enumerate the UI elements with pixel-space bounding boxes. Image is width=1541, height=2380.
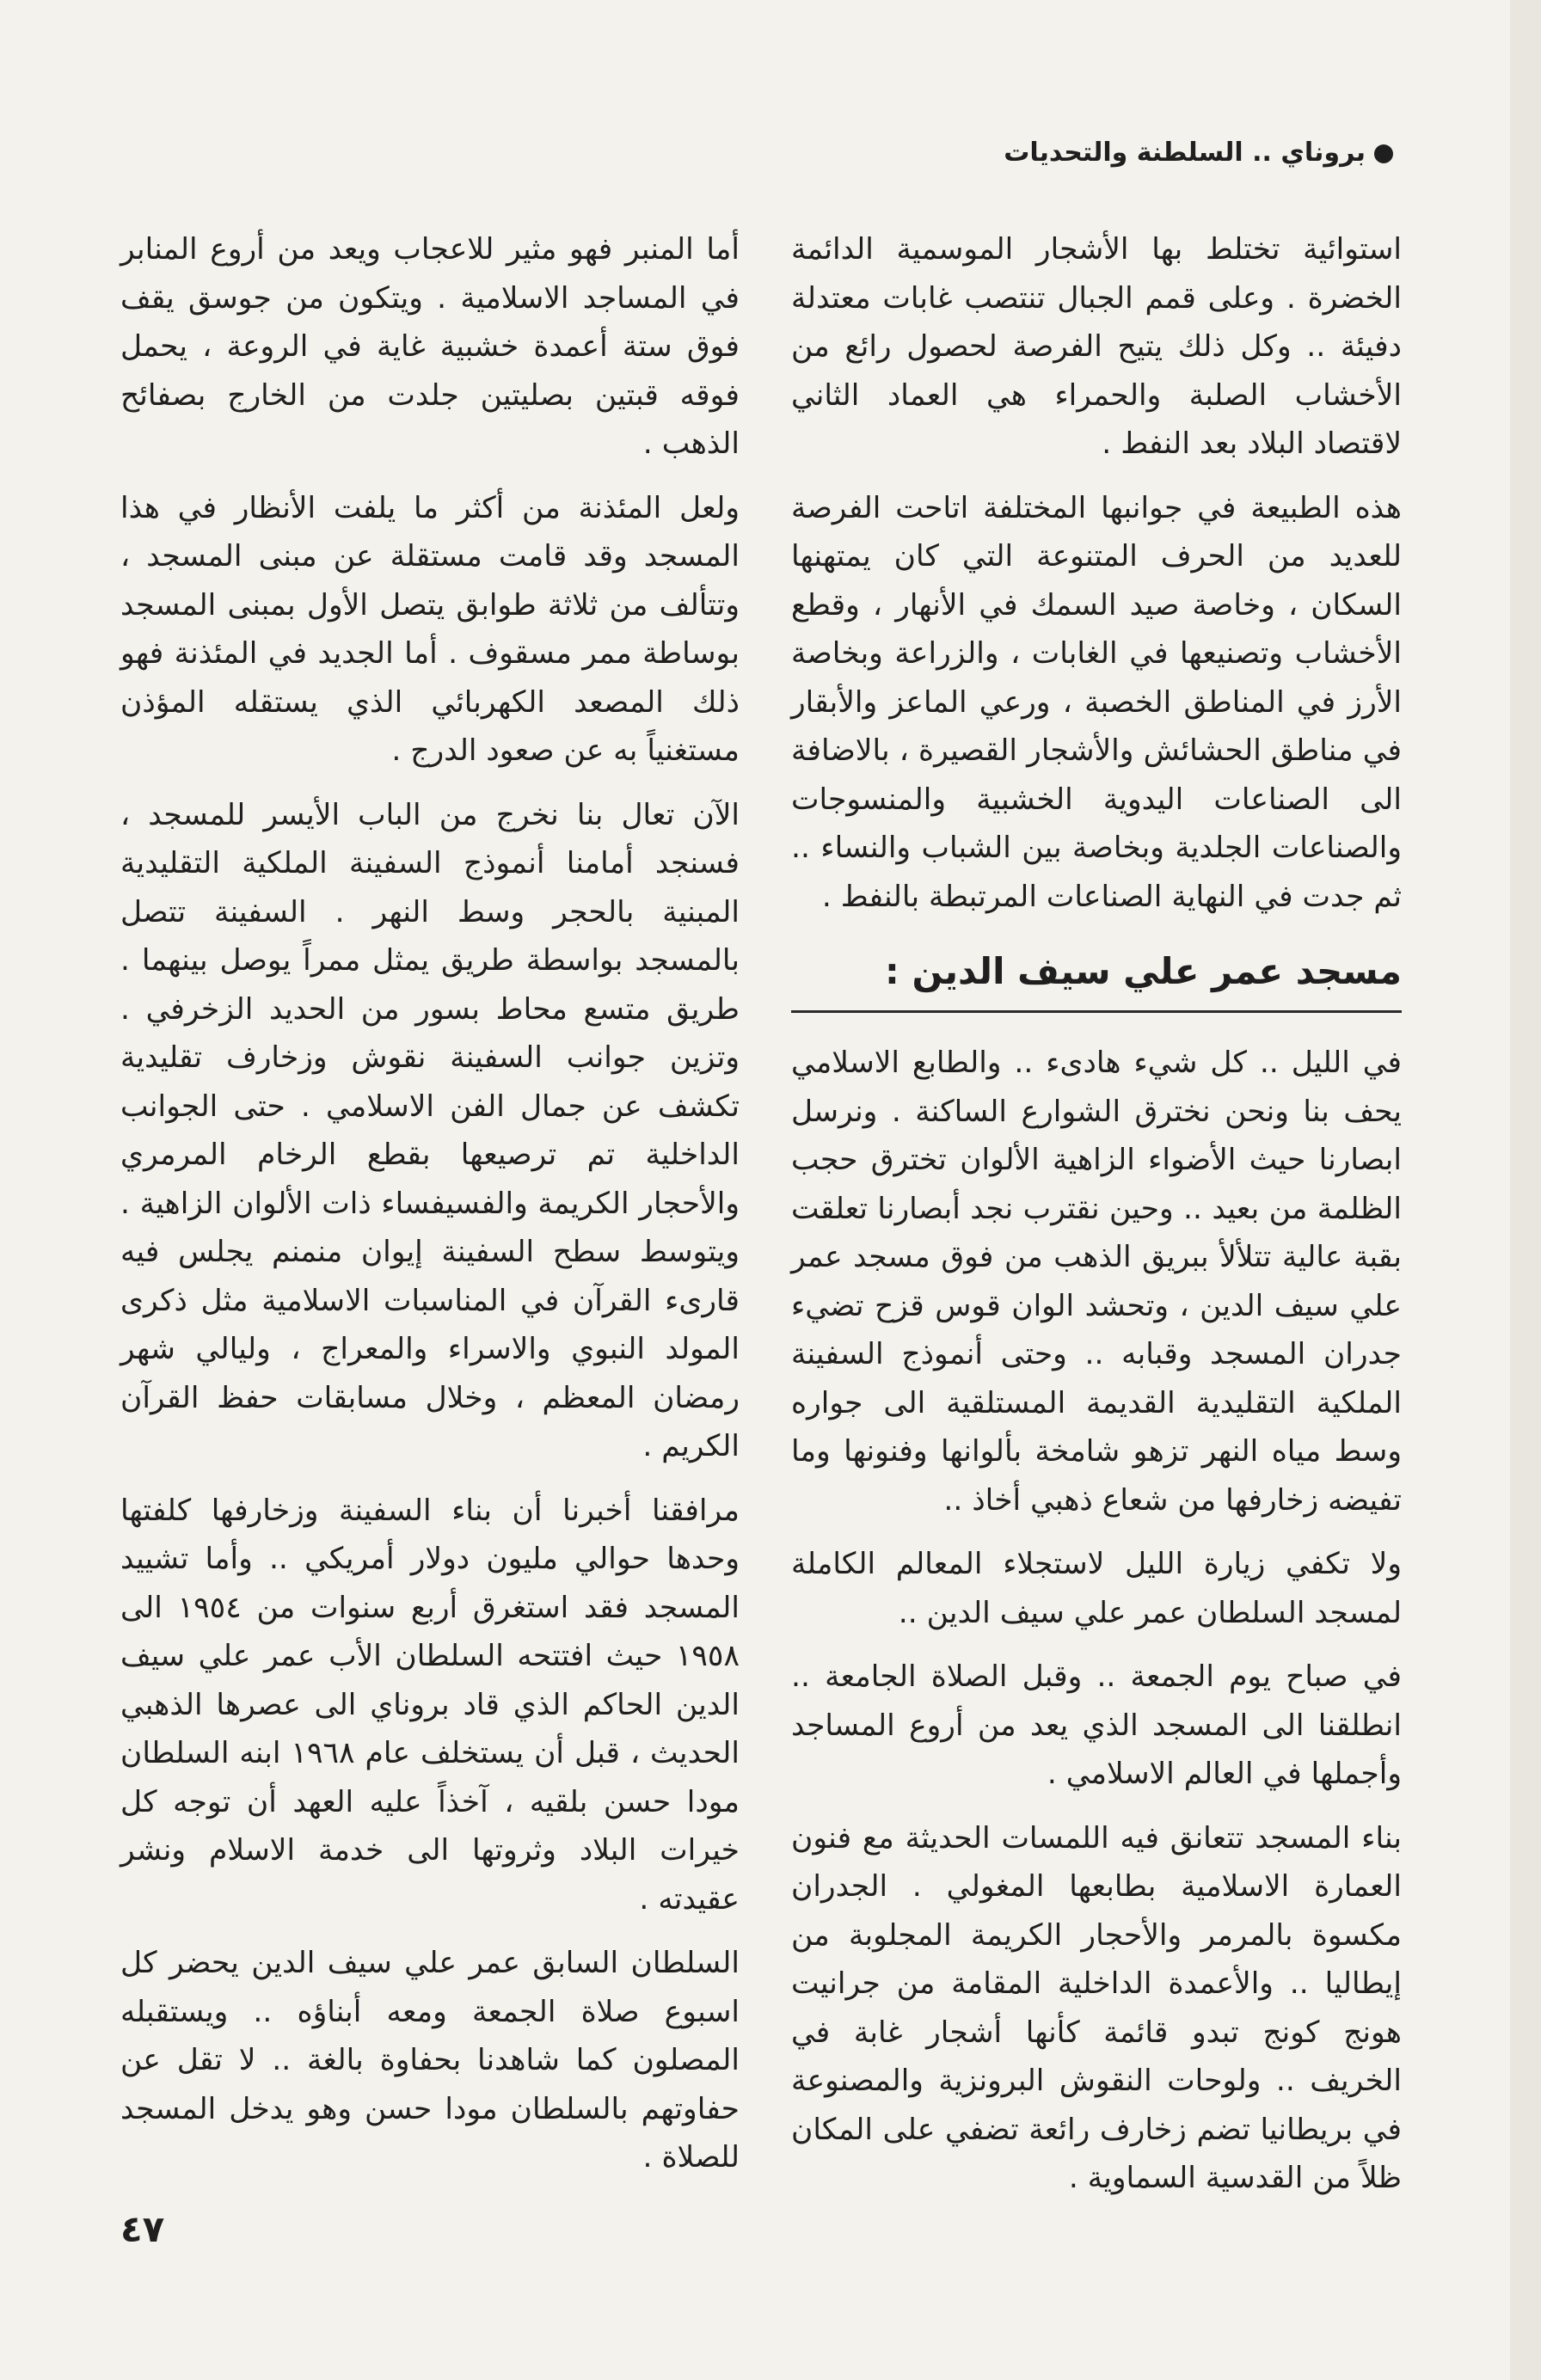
page-edge	[1510, 0, 1541, 2380]
paragraph: في صباح يوم الجمعة .. وقبل الصلاة الجامعة .. انطلقنا الى المسجد الذي يعد من أروع المساجد وأجملها في العالم الاسلامي .	[791, 1659, 1402, 1791]
running-title: بروناي .. السلطنة والتحديات	[1004, 138, 1366, 168]
section-divider	[791, 1010, 1402, 1013]
paragraph: بناء المسجد تتعانق فيه اللمسات الحديثة مع فنون العمارة الاسلامية بطابعها المغولي . الجدران مكسوة بالمرمر والأحجار الكريمة المجلوبة من إيطاليا .. والأعمدة الداخلية المقامة من جرانيت هونج كونج تبدو قائمة كأنها أشجار غابة في الخريف .. ولوحات النقوش البرونزية والمصنوعة في بريطانيا تضم زخارف رائعة تضفي على المكان ظلاً من القدسية السماوية .	[791, 1820, 1402, 2195]
paragraph: الآن تعال بنا نخرج من الباب الأيسر للمسجد ، فسنجد أمامنا أنموذج السفينة الملكية التقليدية المبنية بالحجر وسط النهر . السفينة تتصل بالمسجد بواسطة طريق يمثل ممراً يوصل بينهما . طريق متسع محاط بسور من الحديد الزخرفي . وتزين جوانب السفينة نقوش وزخارف تقليدية تكشف عن جمال الفن الاسلامي . حتى الجوانب الداخلية تم ترصيعها بقطع الرخام المرمري والأحجار الكريمة والفسيفساء ذات الألوان الزاهية . ويتوسط سطح السفينة إيوان منمنم يجلس فيه قارىء القرآن في المناسبات الاسلامية مثل ذكرى المولد النبوي والاسراء والمعراج ، وليالي شهر رمضان المعظم ، وخلال مسابقات حفظ القرآن الكريم .	[120, 797, 740, 1463]
paragraph: في الليل .. كل شيء هادىء .. والطابع الاسلامي يحف بنا ونحن نخترق الشوارع الساكنة . ونرسل ابصارنا حيث الأضواء الزاهية الألوان تخترق حجب الظلمة من بعيد .. وحين نقترب نجد أبصارنا تعلقت بقبة عالية تتلألأ ببريق الذهب من فوق مسجد عمر علي سيف الدين ، وتحشد الوان قوس قزح تضيء جدران المسجد وقبابه .. وحتى أنموذج السفينة الملكية التقليدية القديمة المستلقية الى جواره وسط مياه النهر تزهو شامخة بألوانها وفنونها وما تفيضه زخارفها من شعاع ذهبي أخاذ ..	[791, 1046, 1402, 1518]
page-number: ٤٧	[120, 2208, 165, 2250]
paragraph: هذه الطبيعة في جوانبها المختلفة اتاحت الفرصة للعديد من الحرف المتنوعة التي كان يمتهنها السكان ، وخاصة صيد السمك في الأنهار ، وقطع الأخشاب وتصنيعها في الغابات ، والزراعة وبخاصة الأرز في المناطق الخصبة ، ورعي الماعز والأبقار في مناطق الحشائش والأشجار القصيرة ، بالاضافة الى الصناعات اليدوية الخشبية والمنسوجات والصناعات الجلدية وبخاصة بين الشباب والنساء .. ثم جدت في النهاية الصناعات المرتبطة بالنفط .	[791, 490, 1402, 914]
section-title: مسجد عمر علي سيف الدين :	[885, 950, 1402, 992]
paragraph: السلطان السابق عمر علي سيف الدين يحضر كل اسبوع صلاة الجمعة ومعه أبناؤه .. ويستقبله المصلون كما شاهدنا بحفاوة بالغة .. لا تقل عن حفاوتهم بالسلطان مودا حسن وهو يدخل المسجد للصلاة .	[120, 1946, 740, 2175]
paragraph: مرافقنا أخبرنا أن بناء السفينة وزخارفها كلفتها وحدها حوالي مليون دولار أمريكي .. وأما تشييد المسجد فقد استغرق أربع سنوات من ١٩٥٤ الى ١٩٥٨ حيث افتتحه السلطان الأب عمر علي سيف الدين الحاكم الذي قاد بروناي الى عصرها الذهبي الحديث ، قبل أن يستخلف عام ١٩٦٨ ابنه السلطان مودا حسن بلقيه ، آخذاً عليه العهد أن توجه كل خيرات البلاد وثروتها الى خدمة الاسلام ونشر عقيدته .	[120, 1493, 740, 1917]
left-column	[120, 225, 740, 2198]
bullet-icon	[1374, 144, 1393, 163]
paragraph: ولا تكفي زيارة الليل لاستجلاء المعالم الكاملة لمسجد السلطان عمر علي سيف الدين ..	[791, 1547, 1402, 1630]
paragraph: أما المنبر فهو مثير للاعجاب ويعد من أروع المنابر في المساجد الاسلامية . ويتكون من جوسق يقف فوق ستة أعمدة خشبية غاية في الروعة ، يحمل فوقه قبتين بصليتين جلدت من الخارج بصفائح الذهب .	[120, 232, 740, 461]
paragraph: استوائية تختلط بها الأشجار الموسمية الدائمة الخضرة . وعلى قمم الجبال تنتصب غابات معتدلة دفيئة .. وكل ذلك يتيح الفرصة لحصول رائع من الأخشاب الصلبة والحمراء هي العماد الثاني لاقتصاد البلاد بعد النفط .	[791, 232, 1402, 461]
right-column	[791, 225, 1402, 2218]
paragraph: ولعل المئذنة من أكثر ما يلفت الأنظار في هذا المسجد وقد قامت مستقلة عن مبنى المسجد ، وتتألف من ثلاثة طوابق يتصل الأول بمبنى المسجد بوساطة ممر مسقوف . أما الجديد في المئذنة فهو ذلك المصعد الكهربائي الذي يستقله المؤذن مستغنياً به عن صعود الدرج .	[120, 490, 740, 768]
running-header	[120, 138, 1393, 168]
